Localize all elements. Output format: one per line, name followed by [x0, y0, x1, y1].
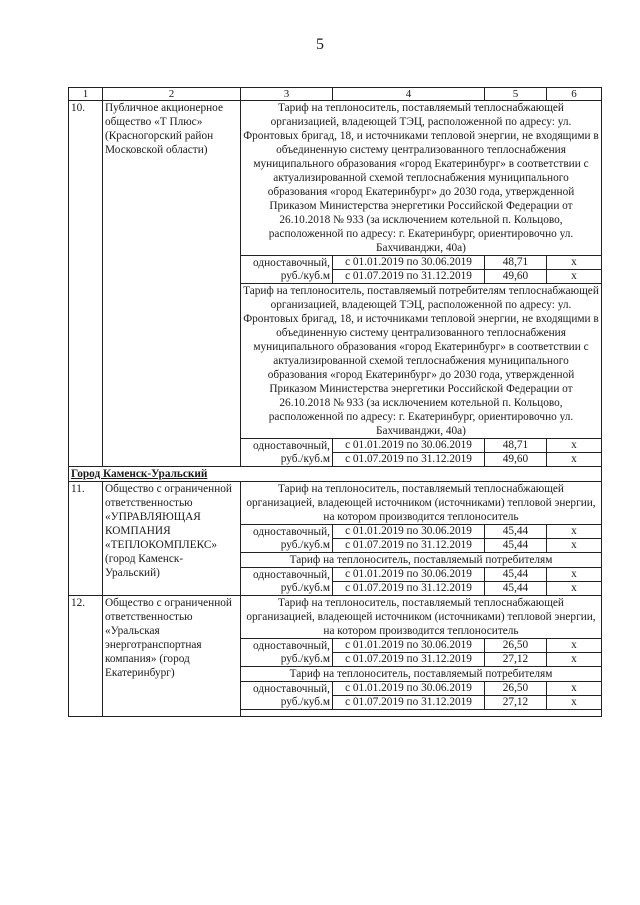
x-mark: х: [547, 525, 602, 539]
organization-name: Общество с ограниченной ответственностью «УПРАВЛЯЮЩАЯ КОМПАНИЯ «ТЕПЛОКОМПЛЕКС» (город Каменск-Уральский): [103, 482, 241, 596]
tariff-value: 27,12: [485, 653, 547, 667]
period: с 01.01.2019 по 30.06.2019: [333, 525, 485, 539]
organization-name: Публичное акционерное общество «Т Плюс» (Красногорский район Московской области): [103, 101, 241, 467]
row-number: 12.: [69, 596, 103, 717]
period: с 01.01.2019 по 30.06.2019: [333, 682, 485, 696]
tariff-description: Тариф на теплоноситель, поставляемый теплоснабжающей организацией, владеющей источником (источниками) тепловой энергии, на котором производится теплоноситель: [241, 596, 602, 639]
table-row: [69, 101, 602, 256]
x-mark: х: [547, 582, 602, 596]
tariff-description: Тариф на теплоноситель, поставляемый потребителям: [241, 553, 602, 568]
empty-cell: [241, 710, 602, 717]
tariff-table: [68, 87, 602, 717]
tariff-value: 49,60: [485, 270, 547, 284]
x-mark: х: [547, 568, 602, 582]
tariff-value: 45,44: [485, 582, 547, 596]
tariff-value: 49,60: [485, 453, 547, 467]
column-header: 4: [333, 88, 485, 101]
x-mark: х: [547, 682, 602, 696]
tariff-value: 48,71: [485, 439, 547, 453]
x-mark: х: [547, 639, 602, 653]
tariff-description: Тариф на теплоноситель, поставляемый теплоснабжающей организацией, владеющей источником (источниками) тепловой энергии, на котором производится теплоноситель: [241, 482, 602, 525]
city-header: Город Каменск-Уральский: [69, 467, 602, 482]
tariff-value: 26,50: [485, 682, 547, 696]
x-mark: х: [547, 539, 602, 553]
rate-type: одноставочный, руб./куб.м: [241, 525, 333, 553]
x-mark: х: [547, 270, 602, 284]
column-header: 5: [485, 88, 547, 101]
tariff-value: 26,50: [485, 639, 547, 653]
tariff-value: 45,44: [485, 525, 547, 539]
rate-type: одноставочный, руб./куб.м: [241, 682, 333, 710]
rate-type: одноставочный, руб./куб.м: [241, 256, 333, 284]
rate-type: одноставочный, руб./куб.м: [241, 639, 333, 667]
period: с 01.01.2019 по 30.06.2019: [333, 568, 485, 582]
column-header-row: [69, 88, 602, 101]
period: с 01.07.2019 по 31.12.2019: [333, 653, 485, 667]
column-header: 2: [103, 88, 241, 101]
table-row: [69, 482, 602, 525]
period: с 01.07.2019 по 31.12.2019: [333, 453, 485, 467]
x-mark: х: [547, 696, 602, 710]
period: с 01.01.2019 по 30.06.2019: [333, 256, 485, 270]
page-number: 5: [316, 36, 324, 53]
tariff-value: 27,12: [485, 696, 547, 710]
column-header: 3: [241, 88, 333, 101]
x-mark: х: [547, 453, 602, 467]
period: с 01.07.2019 по 31.12.2019: [333, 696, 485, 710]
tariff-description: Тариф на теплоноситель, поставляемый потребителям: [241, 667, 602, 682]
column-header: 6: [547, 88, 602, 101]
organization-name: Общество с ограниченной ответственностью «Уральская энерготранспортная компания» (город Екатеринбург): [103, 596, 241, 717]
x-mark: х: [547, 439, 602, 453]
rate-type: одноставочный, руб./куб.м: [241, 439, 333, 467]
period: с 01.07.2019 по 31.12.2019: [333, 270, 485, 284]
row-number: 11.: [69, 482, 103, 596]
tariff-value: 45,44: [485, 539, 547, 553]
tariff-value: 45,44: [485, 568, 547, 582]
column-header: 1: [69, 88, 103, 101]
x-mark: х: [547, 653, 602, 667]
period: с 01.07.2019 по 31.12.2019: [333, 582, 485, 596]
period: с 01.07.2019 по 31.12.2019: [333, 539, 485, 553]
tariff-description: Тариф на теплоноситель, поставляемый потребителям теплоснабжающей организацией, владеющей ТЭЦ, расположенной по адресу: ул. Фронтовых бригад, 18, и источниками тепловой энергии, не входящими в объединенную систему централизованного теплоснабжения муниципального образования «город Екатеринбург» в соответствии с актуализированной схемой теплоснабжения муниципального образования «город Екатеринбург» до 2030 года, утвержденной Приказом Министерства энергетики Российской Федерации от 26.10.2018 № 933 (за исключением котельной п. Кольцово, расположенной по адресу: г. Екатеринбург, ориентировочно ул. Бахчиванджи, 40а): [241, 284, 602, 439]
row-number: 10.: [69, 101, 103, 467]
period: с 01.01.2019 по 30.06.2019: [333, 439, 485, 453]
tariff-description: Тариф на теплоноситель, поставляемый теплоснабжающей организацией, владеющей ТЭЦ, расположенной по адресу: ул. Фронтовых бригад, 18, и источниками тепловой энергии, не входящими в объединенную систему централизованного теплоснабжения муниципального образования «город Екатеринбург» в соответствии с актуализированной схемой теплоснабжения муниципального образования «город Екатеринбург» до 2030 года, утвержденной Приказом Министерства энергетики Российской Федерации от 26.10.2018 № 933 (за исключением котельной п. Кольцово, расположенной по адресу: г. Екатеринбург, ориентировочно ул. Бахчиванджи, 40а): [241, 101, 602, 256]
table-row: [69, 596, 602, 639]
rate-type: одноставочный, руб./куб.м: [241, 568, 333, 596]
city-header-row: [69, 467, 602, 482]
x-mark: х: [547, 256, 602, 270]
period: с 01.01.2019 по 30.06.2019: [333, 639, 485, 653]
tariff-value: 48,71: [485, 256, 547, 270]
